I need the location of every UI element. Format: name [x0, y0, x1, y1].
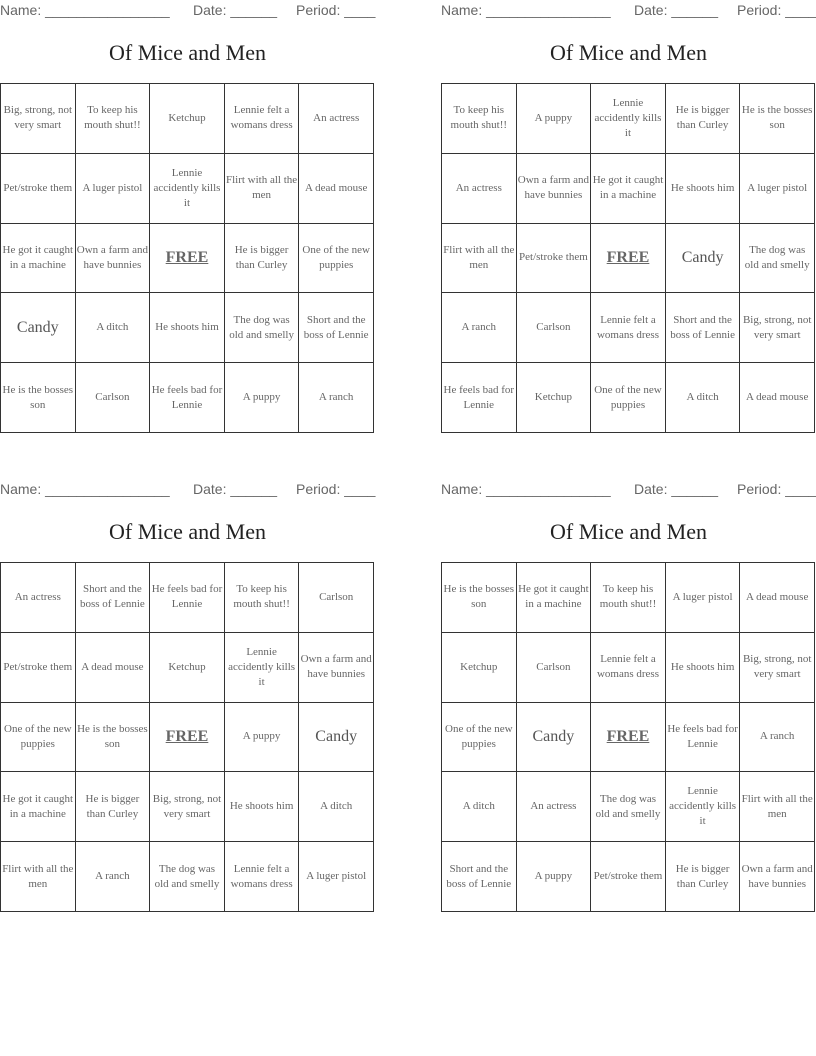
bingo-cell: Own a farm and have bunnies	[299, 633, 374, 703]
bingo-cell: A puppy	[225, 363, 300, 433]
bingo-cell: Flirt with all the men	[442, 224, 517, 294]
bingo-cell: Ketchup	[517, 363, 592, 433]
bingo-cell: Lennie accidently kills it	[666, 772, 741, 842]
bingo-cell: He shoots him	[666, 633, 741, 703]
bingo-cell: He feels bad for Lennie	[150, 563, 225, 633]
bingo-grid	[0, 83, 374, 433]
period-field: Period: ____	[296, 2, 376, 18]
period-field: Period: ____	[737, 481, 816, 497]
bingo-cell: The dog was old and smelly	[150, 842, 225, 912]
free-space: FREE	[591, 224, 666, 294]
bingo-cell: Carlson	[517, 293, 592, 363]
bingo-card-1	[0, 0, 375, 432]
bingo-grid	[0, 562, 374, 912]
card-title: Of Mice and Men	[549, 519, 707, 544]
bingo-cell: Own a farm and have bunnies	[740, 842, 815, 912]
bingo-cell: Ketchup	[442, 633, 517, 703]
bingo-cell: He is the bosses son	[76, 703, 151, 773]
student-info-header	[441, 479, 816, 501]
bingo-card-2	[441, 0, 816, 432]
bingo-cell: He is the bosses son	[442, 563, 517, 633]
bingo-cell: Own a farm and have bunnies	[517, 154, 592, 224]
name-field: Name: ________________	[441, 481, 611, 497]
bingo-cell: A ditch	[76, 293, 151, 363]
bingo-cell: A ditch	[442, 772, 517, 842]
bingo-cell: He got it caught in a machine	[517, 563, 592, 633]
bingo-cell: A dead mouse	[76, 633, 151, 703]
student-info-header	[0, 479, 375, 501]
bingo-cell: One of the new puppies	[299, 224, 374, 294]
bingo-cell: To keep his mouth shut!!	[442, 84, 517, 154]
student-info-header	[0, 0, 375, 22]
bingo-cell: Pet/stroke them	[1, 154, 76, 224]
name-field: Name: ________________	[0, 481, 170, 497]
bingo-cell: The dog was old and smelly	[591, 772, 666, 842]
bingo-cell: Ketchup	[150, 84, 225, 154]
bingo-cell: Lennie felt a womans dress	[591, 293, 666, 363]
free-space: FREE	[591, 703, 666, 773]
student-info-header	[441, 0, 816, 22]
bingo-cell: Lennie felt a womans dress	[225, 84, 300, 154]
bingo-cell: One of the new puppies	[1, 703, 76, 773]
bingo-cell: A luger pistol	[76, 154, 151, 224]
bingo-cell: He is the bosses son	[740, 84, 815, 154]
period-field: Period: ____	[296, 481, 376, 497]
free-space: FREE	[150, 703, 225, 773]
bingo-cell: An actress	[1, 563, 76, 633]
bingo-cell: A ranch	[76, 842, 151, 912]
bingo-cell: A puppy	[517, 84, 592, 154]
bingo-cell: He shoots him	[150, 293, 225, 363]
date-field: Date: ______	[634, 481, 719, 497]
bingo-cell: One of the new puppies	[442, 703, 517, 773]
bingo-cell: Own a farm and have bunnies	[76, 224, 151, 294]
bingo-cell: He is bigger than Curley	[76, 772, 151, 842]
bingo-cell: Pet/stroke them	[591, 842, 666, 912]
date-field: Date: ______	[193, 2, 278, 18]
bingo-cell: Short and the boss of Lennie	[76, 563, 151, 633]
bingo-cell: He got it caught in a machine	[1, 224, 76, 294]
bingo-cell: Carlson	[76, 363, 151, 433]
bingo-cell: An actress	[442, 154, 517, 224]
bingo-cell: A dead mouse	[740, 363, 815, 433]
date-field: Date: ______	[193, 481, 278, 497]
bingo-cell: Big, strong, not very smart	[740, 293, 815, 363]
card-title: Of Mice and Men	[549, 40, 707, 65]
bingo-cell: Lennie accidently kills it	[225, 633, 300, 703]
bingo-cell: To keep his mouth shut!!	[76, 84, 151, 154]
bingo-cell: He is bigger than Curley	[666, 842, 741, 912]
bingo-cell: One of the new puppies	[591, 363, 666, 433]
bingo-cell: A ranch	[299, 363, 374, 433]
bingo-cell: He got it caught in a machine	[1, 772, 76, 842]
bingo-cell: Carlson	[517, 633, 592, 703]
bingo-cell: The dog was old and smelly	[740, 224, 815, 294]
bingo-cell: Ketchup	[150, 633, 225, 703]
bingo-cell: An actress	[299, 84, 374, 154]
bingo-cell: Big, strong, not very smart	[1, 84, 76, 154]
name-field: Name: ________________	[441, 2, 611, 18]
bingo-cell: Pet/stroke them	[1, 633, 76, 703]
bingo-cell: Carlson	[299, 563, 374, 633]
bingo-cell: Candy	[1, 293, 76, 363]
bingo-cell: A dead mouse	[740, 563, 815, 633]
bingo-cell: He feels bad for Lennie	[150, 363, 225, 433]
bingo-card-4	[441, 479, 816, 911]
bingo-cell: Candy	[517, 703, 592, 773]
bingo-cell: He is bigger than Curley	[666, 84, 741, 154]
bingo-cell: He feels bad for Lennie	[442, 363, 517, 433]
free-space: FREE	[150, 224, 225, 294]
bingo-cell: A puppy	[517, 842, 592, 912]
bingo-cell: He is bigger than Curley	[225, 224, 300, 294]
bingo-cell: A luger pistol	[740, 154, 815, 224]
period-field: Period: ____	[737, 2, 816, 18]
bingo-cell: He shoots him	[225, 772, 300, 842]
bingo-cell: Candy	[666, 224, 741, 294]
bingo-cell: Pet/stroke them	[517, 224, 592, 294]
bingo-cell: Short and the boss of Lennie	[442, 842, 517, 912]
bingo-cell: Short and the boss of Lennie	[666, 293, 741, 363]
bingo-cell: To keep his mouth shut!!	[591, 563, 666, 633]
date-field: Date: ______	[634, 2, 719, 18]
bingo-cell: A puppy	[225, 703, 300, 773]
bingo-cell: A ranch	[740, 703, 815, 773]
bingo-cell: Flirt with all the men	[740, 772, 815, 842]
bingo-cell: He is the bosses son	[1, 363, 76, 433]
bingo-cell: He feels bad for Lennie	[666, 703, 741, 773]
card-title: Of Mice and Men	[108, 519, 266, 544]
bingo-cell: A ditch	[299, 772, 374, 842]
bingo-cell: A luger pistol	[299, 842, 374, 912]
name-field: Name: ________________	[0, 2, 170, 18]
bingo-cell: Big, strong, not very smart	[740, 633, 815, 703]
card-title: Of Mice and Men	[108, 40, 266, 65]
bingo-cell: He shoots him	[666, 154, 741, 224]
bingo-grid	[441, 562, 815, 912]
bingo-grid	[441, 83, 815, 433]
bingo-card-3	[0, 479, 375, 911]
bingo-cell: A luger pistol	[666, 563, 741, 633]
bingo-cell: Candy	[299, 703, 374, 773]
bingo-cell: Lennie felt a womans dress	[591, 633, 666, 703]
bingo-cell: He got it caught in a machine	[591, 154, 666, 224]
bingo-cell: A ditch	[666, 363, 741, 433]
bingo-cell: Lennie accidently kills it	[150, 154, 225, 224]
bingo-cell: A ranch	[442, 293, 517, 363]
bingo-cell: To keep his mouth shut!!	[225, 563, 300, 633]
bingo-cell: A dead mouse	[299, 154, 374, 224]
bingo-cell: The dog was old and smelly	[225, 293, 300, 363]
bingo-cell: Flirt with all the men	[225, 154, 300, 224]
bingo-cell: An actress	[517, 772, 592, 842]
bingo-cell: Lennie felt a womans dress	[225, 842, 300, 912]
bingo-cell: Short and the boss of Lennie	[299, 293, 374, 363]
bingo-cell: Lennie accidently kills it	[591, 84, 666, 154]
bingo-cell: Flirt with all the men	[1, 842, 76, 912]
bingo-cell: Big, strong, not very smart	[150, 772, 225, 842]
